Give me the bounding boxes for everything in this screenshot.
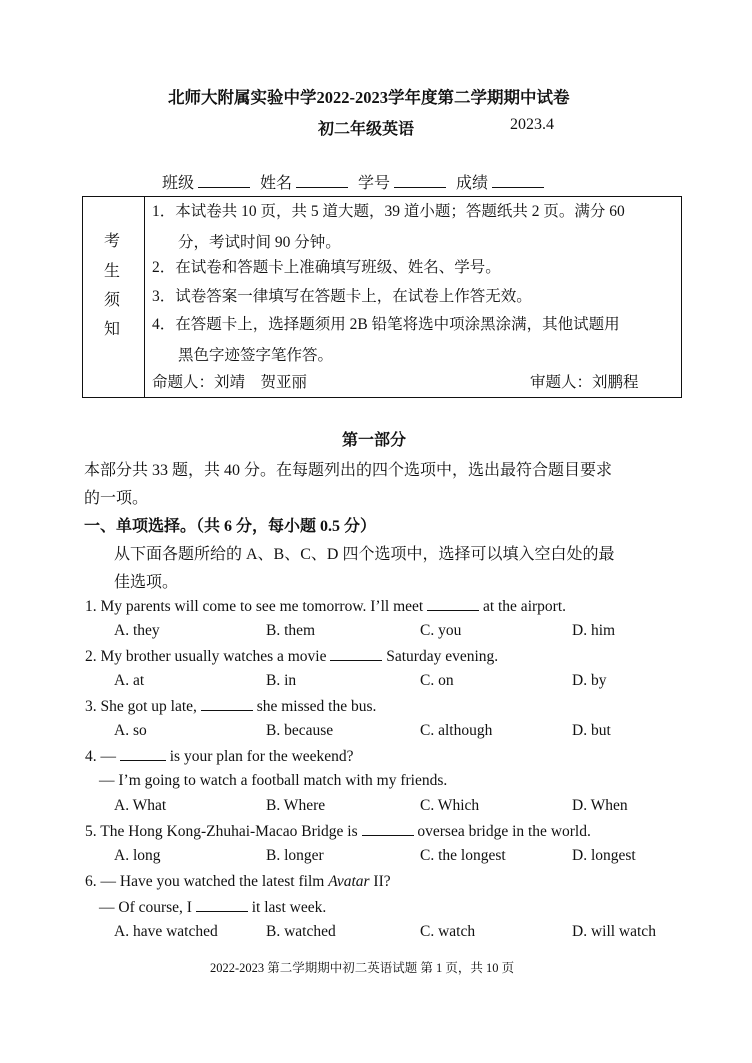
option-d: D. longest (572, 847, 636, 864)
answer-blank (120, 747, 166, 761)
exam-title: 北师大附属实验中学2022-2023学年度第二学期期中试卷 (168, 88, 570, 107)
question-text: 5. The Hong Kong-Zhuhai-Macao Bridge is (85, 823, 362, 840)
score-label: 成绩 (456, 175, 489, 192)
question-4 (85, 747, 354, 766)
option-b: B. them (266, 622, 316, 639)
option-b: B. longer (266, 847, 324, 864)
student-id-blank[interactable] (394, 173, 446, 188)
option-a: A. long (114, 847, 161, 864)
option-c: C. Which (420, 797, 480, 814)
option-d: D. him (572, 622, 616, 639)
answer-blank (330, 647, 382, 661)
reviewer: 审题人：刘鹏程 (530, 374, 639, 391)
score-blank[interactable] (492, 173, 544, 188)
notice-label-char: 考 (104, 233, 121, 250)
question-3 (85, 697, 376, 716)
option-c: C. watch (420, 923, 476, 940)
answer-blank (201, 697, 253, 711)
question-text: oversea bridge in the world. (413, 823, 591, 840)
question-text: she missed the bus. (252, 698, 377, 715)
part-title: 第一部分 (342, 432, 407, 449)
exam-date: 2023.4 (510, 116, 554, 133)
section-instruction-cont: 佳选项。 (114, 574, 179, 591)
question-4-reply: — I’m going to watch a football match with my friends. (99, 772, 448, 789)
film-title: Avatar (328, 873, 370, 890)
answer-blank (362, 822, 414, 836)
part-description: 本部分共 33 题，共 40 分。在每题列出的四个选项中，选出最符合题目要求 (84, 462, 613, 479)
name-blank[interactable] (296, 173, 348, 188)
question-6-reply (99, 898, 326, 917)
notice-item-4: 4．在答题卡上，选择题须用 2B 铅笔将选中项涂黑涂满，其他试题用 (152, 316, 620, 333)
question-text: 4. — (85, 748, 120, 765)
option-a: A. have watched (114, 923, 218, 940)
notice-item-3: 3．试卷答案一律填写在答题卡上，在试卷上作答无效。 (152, 288, 532, 305)
question-5 (85, 822, 591, 841)
question-text: — Of course, I (99, 899, 196, 916)
question-authors: 命题人：刘靖 贺亚丽 (152, 374, 308, 391)
option-a: A. What (114, 797, 167, 814)
notice-label-char: 须 (104, 292, 121, 309)
section-title: 一、单项选择。（共 6 分，每小题 0.5 分） (84, 518, 377, 535)
student-info-line (162, 170, 554, 193)
option-b: B. because (266, 722, 334, 739)
part-description-cont: 的一项。 (84, 490, 149, 507)
question-text: is your plan for the weekend? (165, 748, 354, 765)
notice-label-char: 生 (104, 263, 121, 280)
question-text: at the airport. (479, 598, 567, 615)
question-text: it last week. (247, 899, 327, 916)
question-text: Saturday evening. (382, 648, 499, 665)
section-instruction: 从下面各题所给的 A、B、C、D 四个选项中，选择可以填入空白处的最 (114, 546, 615, 563)
notice-item-2: 2．在试卷和答题卡上准确填写班级、姓名、学号。 (152, 259, 501, 276)
notice-divider (144, 197, 145, 397)
question-text: II? (369, 873, 391, 890)
notice-item-1-cont: 分，考试时间 90 分钟。 (178, 234, 341, 251)
option-d: D. will watch (572, 923, 656, 940)
option-c: C. you (420, 622, 462, 639)
question-text: 2. My brother usually watches a movie (85, 648, 331, 665)
question-text: 1. My parents will come to see me tomorrow. I’ll meet (85, 598, 428, 615)
option-c: C. on (420, 672, 454, 689)
option-a: A. they (114, 622, 160, 639)
notice-label-char: 知 (104, 321, 121, 338)
option-d: D. by (572, 672, 607, 689)
student-id-label: 学号 (358, 175, 391, 192)
option-d: D. but (572, 722, 611, 739)
notice-item-4-cont: 黑色字迹签字笔作答。 (178, 347, 334, 364)
option-d: D. When (572, 797, 628, 814)
question-2 (85, 647, 498, 666)
option-b: B. watched (266, 923, 336, 940)
question-6 (85, 873, 391, 891)
answer-blank (427, 597, 479, 611)
notice-item-1: 1．本试卷共 10 页，共 5 道大题，39 道小题；答题纸共 2 页。满分 60 (152, 203, 625, 220)
exam-subtitle: 初二年级英语 (318, 121, 415, 138)
option-c: C. although (420, 722, 493, 739)
class-blank[interactable] (198, 173, 250, 188)
option-b: B. in (266, 672, 297, 689)
question-1 (85, 597, 566, 616)
option-c: C. the longest (420, 847, 506, 864)
question-text: 3. She got up late, (85, 698, 201, 715)
option-a: A. so (114, 722, 147, 739)
class-label: 班级 (162, 175, 195, 192)
option-b: B. Where (266, 797, 326, 814)
answer-blank (196, 898, 248, 912)
page-footer: 2022-2023 第二学期期中初二英语试题 第 1 页，共 10 页 (210, 961, 515, 975)
name-label: 姓名 (260, 175, 293, 192)
question-text: 6. — Have you watched the latest film (85, 873, 329, 890)
option-a: A. at (114, 672, 145, 689)
